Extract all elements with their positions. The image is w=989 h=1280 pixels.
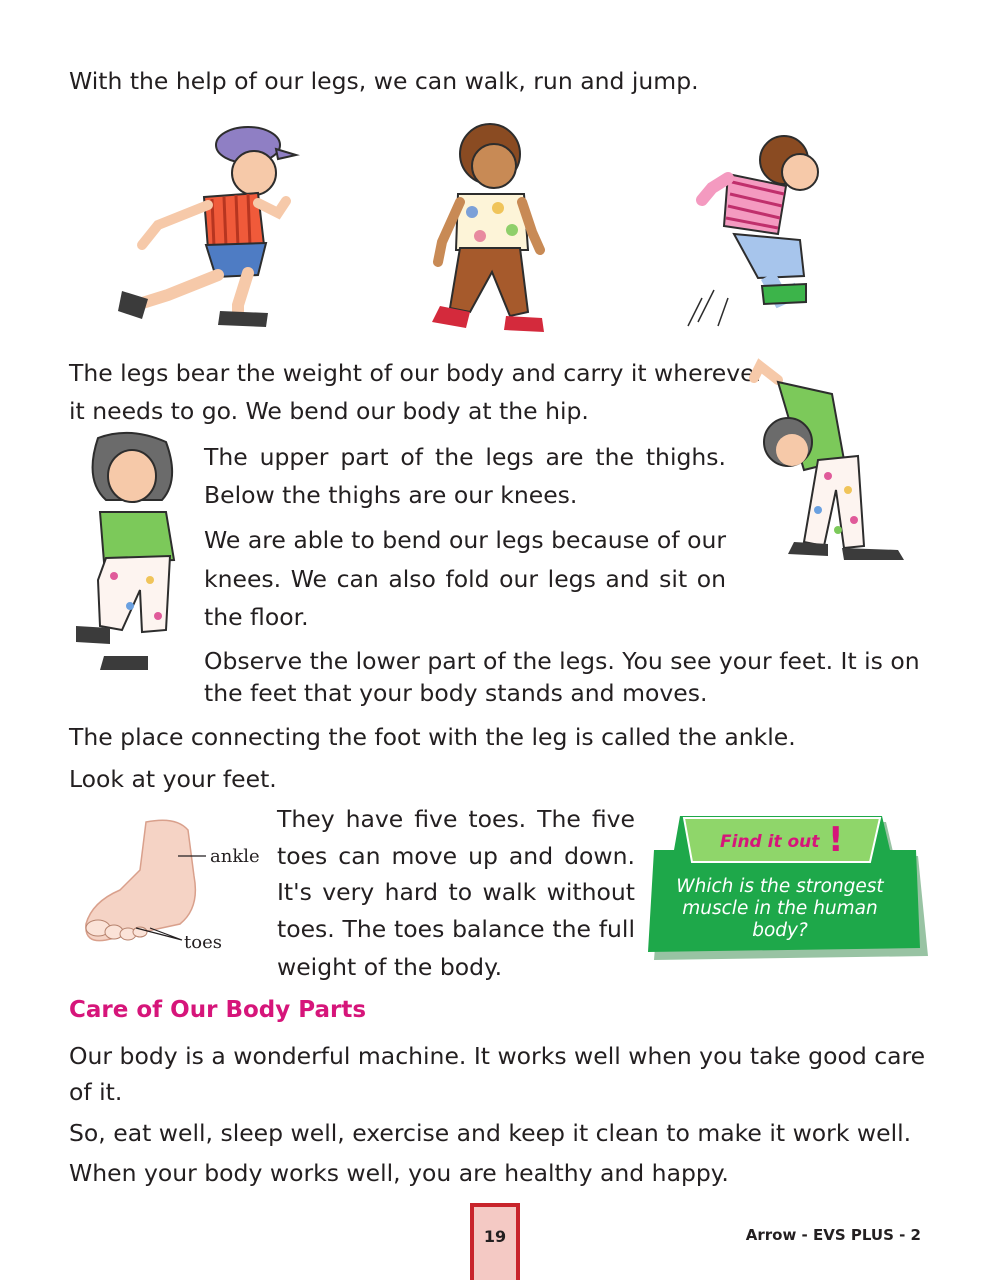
find-it-out-question: Which is the strongest muscle in the human body? (676, 876, 884, 941)
toes-text-line3: It's very hard to walk without (277, 878, 635, 906)
girl-lifting-leg-illustration (70, 430, 192, 678)
care-text-line1: Our body is a wonderful machine. It works well when you take good care (69, 1042, 926, 1070)
toes-text-line5: weight of the body. (277, 953, 503, 981)
boy-running-illustration (108, 115, 308, 335)
page-number: 19 (483, 1227, 507, 1246)
page-number-box (470, 1203, 520, 1280)
toes-text-line4: toes. The toes balance the full (277, 915, 635, 943)
intro-text: With the help of our legs, we can walk, run and jump. (69, 67, 699, 95)
knees-text-line2: knees. We can also fold our legs and sit on (204, 565, 726, 593)
find-it-out-title: Find it out (720, 832, 820, 852)
ankle-label: ankle (210, 846, 260, 867)
toes-label: toes (184, 932, 222, 953)
toes-text-line1: They have five toes. The five (277, 805, 635, 833)
thighs-text-line2: Below the thighs are our knees. (204, 481, 578, 509)
thighs-text-line1: The upper part of the legs are the thighs. (204, 443, 726, 471)
ankle-text: The place connecting the foot with the leg is called the ankle. (69, 723, 796, 751)
foot-illustration (76, 816, 261, 966)
knees-text-line1: We are able to bend our legs because of our (204, 526, 726, 554)
care-text-line4: When your body works well, you are healthy and happy. (69, 1159, 729, 1187)
feet-text-line2: the feet that your body stands and moves. (204, 679, 708, 707)
care-text-line3: So, eat well, sleep well, exercise and keep it clean to make it work well. (69, 1119, 912, 1147)
girl-jumping-illustration (668, 130, 848, 335)
care-text-line2: of it. (69, 1078, 123, 1106)
find-it-out-exclaim: ! (828, 820, 844, 860)
girl-bending-illustration (748, 350, 918, 565)
section-heading: Care of Our Body Parts (69, 997, 367, 1023)
knees-text-line3: the floor. (204, 603, 309, 631)
feet-text-line1: Observe the lower part of the legs. You see your feet. It is on (204, 647, 920, 675)
weight-text-line1: The legs bear the weight of our body and carry it wherever (69, 359, 765, 387)
boy-walking-illustration (420, 112, 560, 342)
look-text: Look at your feet. (69, 765, 277, 793)
toes-text-line2: toes can move up and down. (277, 842, 635, 870)
weight-text-line2: it needs to go. We bend our body at the hip. (69, 397, 589, 425)
book-title-footer: Arrow - EVS PLUS - 2 (745, 1226, 921, 1244)
